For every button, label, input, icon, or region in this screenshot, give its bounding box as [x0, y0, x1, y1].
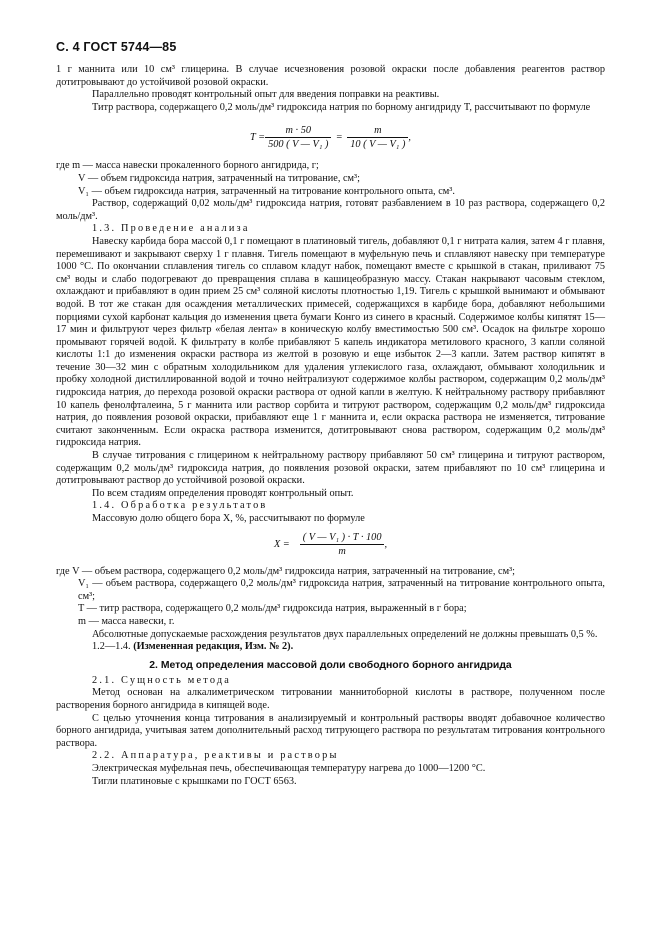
- where2-line-4: m — масса навески, г.: [78, 615, 175, 627]
- paragraph-solution: Раствор, содержащий 0,02 моль/дм³ гидроксида натрия, готовят разбавлением в 10 раз раствора, содержащего 0,2 моль/дм³.: [56, 198, 605, 222]
- where2-line-3: T — титр раствора, содержащего 0,2 моль/дм³ гидроксида натрия, выраженный в г бора;: [78, 603, 467, 615]
- section-2-title: 2. Метод определения массовой доли свободного борного ангидрида: [149, 659, 512, 671]
- paragraph-1-3-b: В случае титрования с глицерином к нейтральному раствору прибавляют 50 см³ глицерина и титруют раствором, содержащим 0,2 моль/дм³ гидроксида натрия, до появления розовой окраски, затем прибавляют по 10 см³ глицерина и дотитровывают раствор до устойчивой розовой окраски.: [56, 450, 605, 487]
- paragraph-2-1-a: Метод основан на алкалиметрическом титровании маннитоборной кислоты в растворе, полученном после растворения борного ангидрида в кипящей воде.: [56, 687, 605, 711]
- formula-titer-tail: ,: [408, 131, 411, 143]
- formula-boron-num: ( V — V₁ ) · T · 100: [300, 532, 385, 545]
- paragraph-tolerance: Абсолютные допускаемые расхождения результатов двух параллельных определений не должны превышать 0,5 %.: [92, 628, 598, 640]
- formula-titer-lhs: T =: [250, 131, 266, 143]
- edition-number: 1.2—1.4.: [92, 641, 131, 653]
- formula-titer-num-1: m · 50: [265, 125, 331, 138]
- where2-line-2: V₁ — объем раствора, содержащего 0,2 моль/дм³ гидроксида натрия, затраченный на титрование контрольного опыта, см³;: [78, 578, 605, 602]
- formula-titer-fraction-2: [347, 125, 408, 150]
- paragraph-2-2-b: Тигли платиновые с крышками по ГОСТ 6563.: [92, 775, 297, 787]
- formula-titer-den-1: 500 ( V — V₁ ): [268, 138, 329, 150]
- where2-line-1: где V — объем раствора, содержащего 0,2 моль/дм³ гидроксида натрия, затраченный на титрование, см³;: [56, 565, 516, 577]
- formula-boron-den: m: [338, 546, 346, 558]
- where1-line-2: V — объем гидроксида натрия, затраченный на титрование, см³;: [78, 172, 361, 184]
- paragraph-control: Параллельно проводят контрольный опыт для введения поправки на реактивы.: [92, 89, 440, 101]
- paragraph-intro: 1 г маннита или 10 см³ глицерина. В случае исчезновения розовой окраски после добавления реагентов раствор дотитровывают до устойчивой розовой окраски.: [56, 64, 605, 88]
- formula-titer-num-2: m: [347, 125, 408, 138]
- paragraph-1-3-a: Навеску карбида бора массой 0,1 г помещают в платиновый тигель, добавляют 0,1 г нитрата калия, затем 4 г плавня, перемешивают и закрывают сверху 1 г плавня. Тигель помещают в муфельную печь и сплавляют навеску при температуре 1000 °С. По окончании сплавления тигель со сплавом кладут набок, помещают вместе с крышкой в стакан, приливают 75 см³ воды и слабо подогревают до превращения сплава в кашицеобразную массу. Стакан накрывают часовым стеклом, охлаждают и прибавляют в один прием 25 см³ соляной кислоты плотностью 1,19. Тигель с крышкой вынимают и обмывают водой. В тот же стакан для осаждения металлических примесей, содержащихся в карбиде бора, добавляют небольшими порциями сухой карбонат кальция до изменения цвета бумаги Конго из синего в красный. Содержимое колбы кипятят 15—17 мин и фильтруют через фильтр «белая лента» в коническую колбу вместимостью 500 см³. Осадок на фильтре хорошо промывают горячей водой. К фильтрату в колбе прибавляют 5 капель индикатора метилового красного, 3 капли соляной кислоты 1:1 до изменения окраски раствора из желтой в розовую и еще избыток 2—3 капли. Затем раствор кипятят в течение 30—32 мин с обратным холодильником для удаления углекислого газа, охлаждают, обмывают холодильник и пробку холодной дистиллированной водой и точно нейтрализуют содержимое колбы раствором, содержащим 0,2 моль/дм³ гидроксида натрия, до перехода розовой окраски раствора от одной капли в желтую. К нейтральному раствору прибавляют 10 капель фенолфталеина, 5 г маннита или раствор сорбита и титруют раствором, содержащим 0,2 моль/дм³ гидроксида натрия, до появления розовой окраски, прибавляют еще 1 г маннита и, если окраска раствора не изменяется, титрование считают законченным. Если окраска раствора изменится, дотитровывают снова раствором, содержащим 0,2 моль/дм³ гидроксида натрия.: [56, 235, 605, 449]
- formula-titer-equals: =: [336, 131, 343, 143]
- paragraph-edition: [56, 641, 605, 654]
- paragraph-1-3-c: По всем стадиям определения проводят контрольный опыт.: [92, 487, 354, 499]
- formula-titer-den-2: 10 ( V — V₁ ): [350, 138, 406, 150]
- document-page: [56, 40, 605, 788]
- paragraph-2-2-a: Электрическая муфельная печь, обеспечивающая температуру нагрева до 1000—1200 °С.: [92, 762, 486, 774]
- formula-boron-lhs: X =: [273, 539, 290, 551]
- heading-2-2: 2.2. Аппаратура, реактивы и растворы: [92, 750, 339, 762]
- page-header: С. 4 ГОСТ 5744—85: [56, 40, 177, 54]
- formula-boron-fraction: [300, 532, 388, 558]
- formula-boron-tail: ,: [384, 539, 388, 551]
- heading-2-1: 2.1. Сущность метода: [92, 674, 232, 686]
- where1-line-1: где m — масса навески прокаленного борного ангидрида, г;: [56, 160, 319, 172]
- formula-boron: [56, 526, 605, 564]
- formula-titer: [56, 116, 605, 158]
- paragraph-2-1-b: С целью уточнения конца титрования в анализируемый и контрольный растворы вводят добавочное количество борного ангидрида, учитывая затем дополнительный расход титрующего раствора по результатам титрования контрольного раствора.: [56, 712, 605, 749]
- paragraph-1-4: Массовую долю общего бора X, %, рассчитывают по формуле: [92, 513, 365, 524]
- formula-titer-fraction-1: [265, 125, 331, 150]
- paragraph-titer: Титр раствора, содержащего 0,2 моль/дм³ гидроксида натрия по борному ангидриду T, рассчитывают по формуле: [92, 101, 591, 113]
- heading-1-4: 1.4. Обработка результатов: [92, 500, 268, 512]
- where1-line-3: V₁ — объем гидроксида натрия, затраченный на титрование контрольного опыта, см³.: [78, 185, 455, 197]
- edition-note: (Измененная редакция, Изм. № 2).: [133, 641, 294, 653]
- heading-1-3: 1.3. Проведение анализа: [92, 223, 250, 235]
